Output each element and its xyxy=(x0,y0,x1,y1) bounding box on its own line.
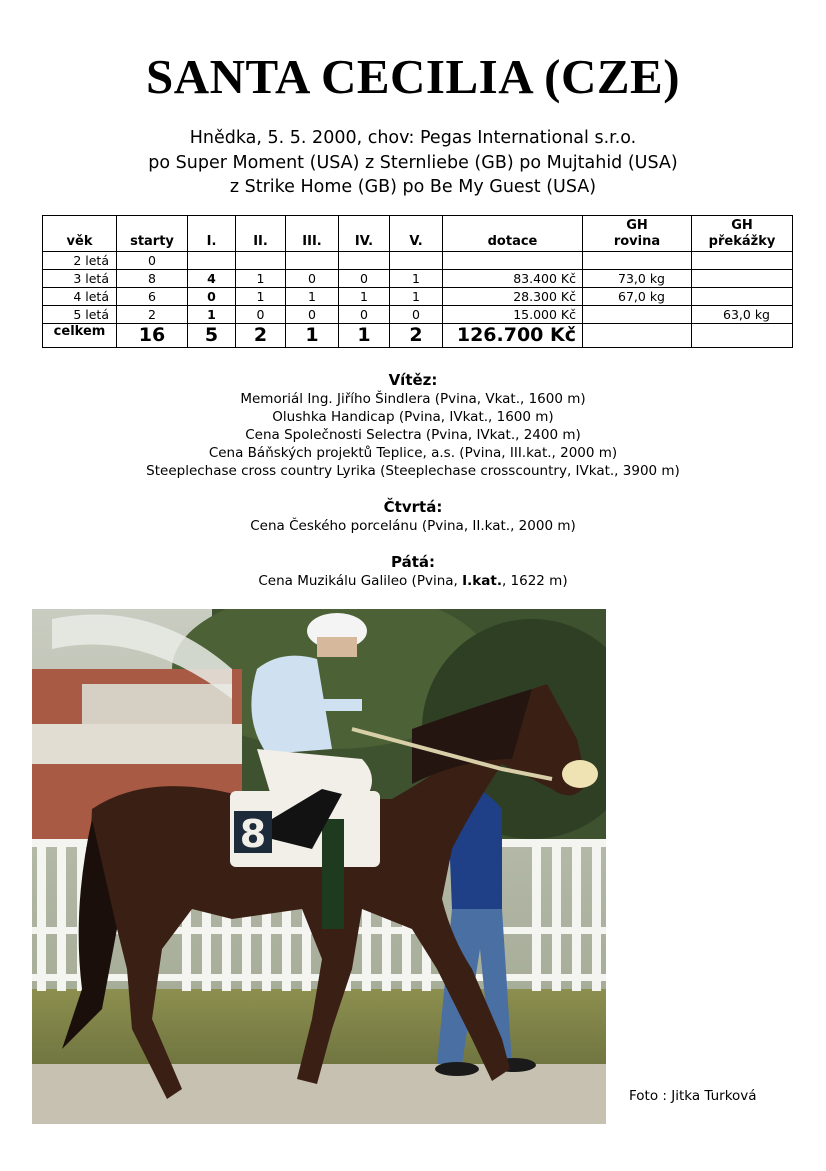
cell-third: 0 xyxy=(286,306,339,324)
cell-age: 4 letá xyxy=(43,288,117,306)
cell-gh-jump xyxy=(692,270,793,288)
fourth-place-section xyxy=(0,498,826,535)
col-header-age: věk xyxy=(43,216,117,252)
col-header-money: dotace xyxy=(443,216,583,252)
cell-total-gh-jump xyxy=(692,324,793,348)
cell-gh-flat: 67,0 kg xyxy=(583,288,692,306)
horse-photo xyxy=(32,609,606,1124)
cell-gh-jump: 63,0 kg xyxy=(692,306,793,324)
cell-total-third: 1 xyxy=(286,324,339,348)
cell-money: 28.300 Kč xyxy=(443,288,583,306)
pedigree-info xyxy=(0,126,826,200)
wins-heading: Vítěz: xyxy=(388,371,438,389)
cell-gh-flat: 73,0 kg xyxy=(583,270,692,288)
cell-fifth: 0 xyxy=(390,306,443,324)
cell-money: 15.000 Kč xyxy=(443,306,583,324)
fifth-item-category: I.kat. xyxy=(462,573,502,589)
photo-saddle-number: 8 xyxy=(239,812,267,856)
cell-second xyxy=(236,252,286,270)
cell-money xyxy=(443,252,583,270)
table-row xyxy=(43,252,793,270)
horse-name-title: SANTA CECILIA (CZE) xyxy=(145,49,681,104)
win-item: Cena Společnosti Selectra (Pvina, IVkat., 2400 m) xyxy=(245,427,581,443)
cell-total-starts: 16 xyxy=(117,324,188,348)
col-header-gh-jump xyxy=(692,216,793,252)
cell-age: 2 letá xyxy=(43,252,117,270)
cell-total-label: celkem xyxy=(43,324,117,348)
photo-girth-strap xyxy=(322,819,344,929)
cell-starts: 6 xyxy=(117,288,188,306)
cell-second: 0 xyxy=(236,306,286,324)
cell-total-gh-flat xyxy=(583,324,692,348)
gh-jump-header-line-1: GH xyxy=(731,218,753,233)
fifth-place-heading: Pátá: xyxy=(390,553,435,571)
gh-flat-header-line-1: GH xyxy=(626,218,648,233)
table-row xyxy=(43,288,793,306)
gh-jump-header-line-2: překážky xyxy=(708,234,776,249)
table-total-row xyxy=(43,324,793,348)
table-row xyxy=(43,306,793,324)
cell-total-fourth: 1 xyxy=(339,324,390,348)
cell-first: 0 xyxy=(188,288,236,306)
fifth-item-distance: , 1622 m) xyxy=(501,573,568,589)
cell-total-fifth: 2 xyxy=(390,324,443,348)
col-header-gh-flat xyxy=(583,216,692,252)
photo-building-windows xyxy=(82,684,232,724)
cell-gh-flat xyxy=(583,252,692,270)
col-header-second: II. xyxy=(236,216,286,252)
cell-third xyxy=(286,252,339,270)
table-row xyxy=(43,270,793,288)
col-header-fourth: IV. xyxy=(339,216,390,252)
cell-starts: 8 xyxy=(117,270,188,288)
cell-fourth: 1 xyxy=(339,288,390,306)
fifth-item-text: Cena Muzikálu Galileo (Pvina, xyxy=(258,573,463,589)
fourth-place-item: Cena Českého porcelánu (Pvina, II.kat., 2000 m) xyxy=(250,518,576,534)
pedigree-line-1: Hnědka, 5. 5. 2000, chov: Pegas International s.r.o. xyxy=(189,128,637,148)
win-item: Memoriál Ing. Jiřího Šindlera (Pvina, Vkat., 1600 m) xyxy=(240,391,586,407)
win-item: Steeplechase cross country Lyrika (Steeplechase crosscountry, IVkat., 3900 m) xyxy=(146,463,680,479)
pedigree-line-2: po Super Moment (USA) z Sternliebe (GB) po Mujtahid (USA) xyxy=(148,152,678,173)
cell-total-first: 5 xyxy=(188,324,236,348)
cell-total-second: 2 xyxy=(236,324,286,348)
gh-flat-header-line-2: rovina xyxy=(613,234,661,249)
cell-gh-flat xyxy=(583,306,692,324)
fifth-place-section xyxy=(0,553,826,590)
cell-money: 83.400 Kč xyxy=(443,270,583,288)
table-header-row xyxy=(43,216,793,252)
cell-starts: 0 xyxy=(117,252,188,270)
race-stats-table xyxy=(42,215,793,348)
cell-first: 4 xyxy=(188,270,236,288)
cell-second: 1 xyxy=(236,288,286,306)
cell-age: 3 letá xyxy=(43,270,117,288)
wins-section xyxy=(0,371,826,480)
cell-third: 1 xyxy=(286,288,339,306)
cell-second: 1 xyxy=(236,270,286,288)
cell-first: 1 xyxy=(188,306,236,324)
fourth-place-heading: Čtvrtá: xyxy=(383,498,443,516)
win-item: Olushka Handicap (Pvina, IVkat., 1600 m) xyxy=(272,409,554,425)
cell-fourth xyxy=(339,252,390,270)
cell-first xyxy=(188,252,236,270)
col-header-starts: starty xyxy=(117,216,188,252)
col-header-fifth: V. xyxy=(390,216,443,252)
cell-total-money: 126.700 Kč xyxy=(443,324,583,348)
cell-age: 5 letá xyxy=(43,306,117,324)
photo-building-balcony xyxy=(32,724,242,764)
col-header-third: III. xyxy=(286,216,339,252)
cell-gh-jump xyxy=(692,288,793,306)
photo-credit: Foto : Jitka Turková xyxy=(629,1088,757,1104)
fifth-place-item xyxy=(0,572,826,590)
cell-gh-jump xyxy=(692,252,793,270)
win-item: Cena Báňských projektů Teplice, a.s. (Pvina, III.kat., 2000 m) xyxy=(208,445,618,461)
cell-fifth: 1 xyxy=(390,270,443,288)
cell-fourth: 0 xyxy=(339,270,390,288)
cell-fifth: 1 xyxy=(390,288,443,306)
cell-third: 0 xyxy=(286,270,339,288)
cell-fifth xyxy=(390,252,443,270)
cell-fourth: 0 xyxy=(339,306,390,324)
cell-starts: 2 xyxy=(117,306,188,324)
pedigree-line-3: z Strike Home (GB) po Be My Guest (USA) xyxy=(229,177,597,197)
col-header-first: I. xyxy=(188,216,236,252)
